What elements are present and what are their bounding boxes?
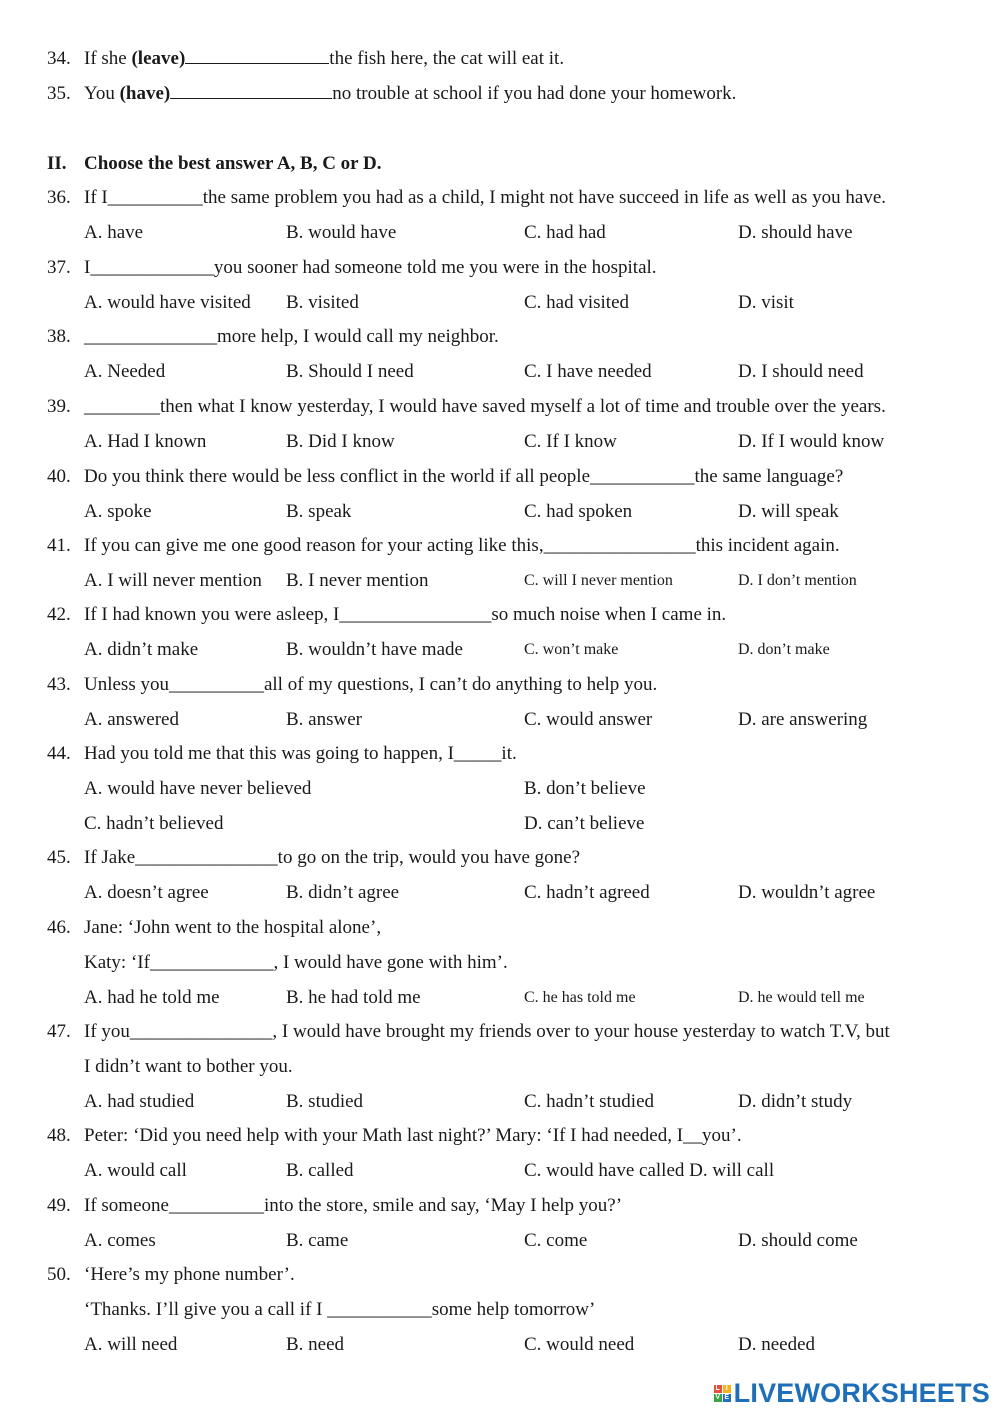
answer-option[interactable]: D. can’t believe (524, 813, 645, 834)
answer-option[interactable]: C. would have called D. will call (524, 1160, 775, 1181)
answer-option[interactable]: B. studied (286, 1091, 364, 1112)
answer-option[interactable]: B. answer (286, 709, 362, 730)
answer-option[interactable]: D. I should need (738, 361, 864, 382)
answer-option[interactable]: B. Did I know (286, 431, 395, 452)
question-number: 48. (47, 1125, 71, 1146)
answer-option[interactable]: C. come (524, 1230, 588, 1251)
answer-option[interactable]: C. will I never mention (524, 572, 673, 589)
question-number: 41. (47, 535, 71, 556)
answer-option[interactable]: B. don’t believe (524, 778, 646, 799)
answer-option[interactable]: C. had spoken (524, 501, 633, 522)
answer-option[interactable]: C. he has told me (524, 989, 636, 1006)
question-number: 50. (47, 1264, 71, 1285)
answer-option[interactable]: B. he had told me (286, 987, 421, 1008)
answer-option[interactable]: A. doesn’t agree (84, 882, 209, 903)
answer-option[interactable]: A. will need (84, 1334, 178, 1355)
question-stem: Jane: ‘John went to the hospital alone’, (84, 917, 382, 938)
question-stem: Do you think there would be less conflict in the world if all people___________the same language? (84, 466, 844, 487)
section-title: Choose the best answer A, B, C or D. (84, 153, 382, 174)
question-number: 42. (47, 604, 71, 625)
answer-option[interactable]: D. should come (738, 1230, 858, 1251)
answer-option[interactable]: B. need (286, 1334, 345, 1355)
answer-option[interactable]: B. didn’t agree (286, 882, 400, 903)
answer-option[interactable]: A. have (84, 222, 144, 243)
answer-option[interactable]: B. visited (286, 292, 359, 313)
question-stem: If Jake_______________to go on the trip, would you have gone? (84, 847, 581, 868)
question-number: 49. (47, 1195, 71, 1216)
question-number: 34. (47, 48, 71, 69)
answer-option[interactable]: D. don’t make (738, 641, 830, 658)
question-stem: ______________more help, I would call my neighbor. (84, 326, 499, 347)
answer-option[interactable]: C. won’t make (524, 641, 619, 658)
question-number: 35. (47, 83, 71, 104)
answer-option[interactable]: C. I have needed (524, 361, 652, 382)
answer-option[interactable]: D. visit (738, 292, 794, 313)
answer-option[interactable]: C. hadn’t agreed (524, 882, 650, 903)
answer-option[interactable]: D. didn’t study (738, 1091, 853, 1112)
answer-option[interactable]: A. would have never believed (84, 778, 312, 799)
question-number: 46. (47, 917, 71, 938)
answer-option[interactable]: A. answered (84, 709, 179, 730)
answer-option[interactable]: B. wouldn’t have made (286, 639, 463, 660)
answer-option[interactable]: D. wouldn’t agree (738, 882, 876, 903)
section-number: II. (47, 153, 67, 174)
question-number: 47. (47, 1021, 71, 1042)
question-stem: If you_______________, I would have brought my friends over to your house yesterday to watch T.V, but (84, 1021, 890, 1042)
answer-option[interactable]: C. had had (524, 222, 606, 243)
question-stem: If someone__________into the store, smile and say, ‘May I help you?’ (84, 1195, 623, 1216)
question-number: 40. (47, 466, 71, 487)
question-number: 44. (47, 743, 71, 764)
answer-option[interactable]: D. needed (738, 1334, 816, 1355)
answer-option[interactable]: D. If I would know (738, 431, 885, 452)
question-stem: ‘Here’s my phone number’. (84, 1264, 295, 1285)
answer-option[interactable]: C. would need (524, 1334, 635, 1355)
answer-option[interactable]: A. didn’t make (84, 639, 199, 660)
question-stem: If you can give me one good reason for your acting like this,________________this incident again. (84, 535, 840, 556)
question-number: 43. (47, 674, 71, 695)
question-stem: Peter: ‘Did you need help with your Math last night?’ Mary: ‘If I had needed, I__you’. (84, 1125, 742, 1146)
answer-option[interactable]: D. he would tell me (738, 989, 865, 1006)
question-stem: If I__________the same problem you had as a child, I might not have succeed in life as well as you have. (84, 187, 886, 208)
answer-option[interactable]: D. will speak (738, 501, 839, 522)
answer-option[interactable]: D. should have (738, 222, 853, 243)
answer-option[interactable]: A. Needed (84, 361, 166, 382)
question-stem: I_____________you sooner had someone told me you were in the hospital. (84, 257, 657, 278)
question-number: 38. (47, 326, 71, 347)
question-stem: Unless you__________all of my questions, I can’t do anything to help you. (84, 674, 658, 695)
question-number: 36. (47, 187, 71, 208)
question-stem: ________then what I know yesterday, I would have saved myself a lot of time and trouble over the years. (84, 396, 886, 417)
answer-option[interactable]: A. spoke (84, 501, 152, 522)
answer-option[interactable]: A. comes (84, 1230, 156, 1251)
answer-option[interactable]: B. speak (286, 501, 352, 522)
answer-option[interactable]: A. had studied (84, 1091, 195, 1112)
answer-option[interactable]: C. hadn’t studied (524, 1091, 655, 1112)
answer-option[interactable]: B. Should I need (286, 361, 414, 382)
answer-option[interactable]: A. would have visited (84, 292, 251, 313)
answer-option[interactable]: A. had he told me (84, 987, 220, 1008)
answer-option[interactable]: A. I will never mention (84, 570, 262, 591)
answer-option[interactable]: B. called (286, 1160, 354, 1181)
question-number: 39. (47, 396, 71, 417)
question-text: You (have) no trouble at school if you had done your homework. (84, 83, 737, 104)
answer-option[interactable]: A. would call (84, 1160, 187, 1181)
answer-option[interactable]: D. are answering (738, 709, 868, 730)
answer-option[interactable]: B. would have (286, 222, 397, 243)
answer-option[interactable]: B. came (286, 1230, 349, 1251)
question-number: 45. (47, 847, 71, 868)
question-stem: Had you told me that this was going to happen, I_____it. (84, 743, 517, 764)
answer-option[interactable]: C. would answer (524, 709, 653, 730)
logo-text: LIVEWORKSHEETS (733, 1377, 990, 1408)
answer-option[interactable]: D. I don’t mention (738, 572, 857, 589)
logo-icon: L I V E (715, 1384, 729, 1401)
answer-option[interactable]: B. I never mention (286, 570, 429, 591)
answer-option[interactable]: C. had visited (524, 292, 630, 313)
question-number: 37. (47, 257, 71, 278)
question-text: If she (leave) the fish here, the cat will eat it. (84, 48, 565, 69)
liveworksheets-logo (714, 1379, 990, 1407)
answer-option[interactable]: C. If I know (524, 431, 617, 452)
question-stem: If I had known you were asleep, I________________so much noise when I came in. (84, 604, 727, 625)
answer-option[interactable]: A. Had I known (84, 431, 207, 452)
answer-option[interactable]: C. hadn’t believed (84, 813, 224, 834)
